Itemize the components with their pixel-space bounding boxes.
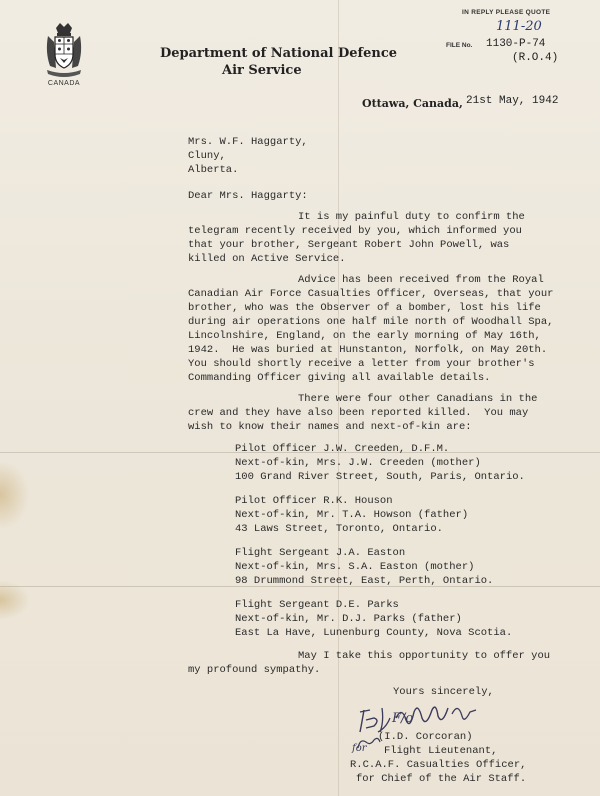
department-heading: Department of National Defence	[160, 46, 398, 61]
salutation: Dear Mrs. Haggarty:	[188, 190, 308, 202]
file-number-label: FILE No.	[446, 42, 473, 49]
file-number-value: 1130-P-74	[486, 38, 546, 50]
handwritten-rank: F/o	[392, 711, 414, 726]
body-line: Lincolnshire, England, on the early morning of May 16th,	[188, 330, 541, 342]
signatory-rank: Flight Lieutenant,	[384, 745, 498, 757]
signatory-for: for Chief of the Air Staff.	[356, 773, 527, 785]
body-line: telegram recently received by you, which informed you	[188, 225, 522, 237]
body-line: killed on Active Service.	[188, 253, 346, 265]
paper-stain	[0, 580, 30, 620]
handwritten-initial: for	[352, 743, 367, 754]
crew-member-address: East La Have, Lunenburg County, Nova Scotia.	[235, 627, 513, 639]
body-line: during air operations one half mile north of Woodhall Spa,	[188, 316, 554, 328]
body-line: my profound sympathy.	[188, 664, 321, 676]
crew-member-kin: Next-of-kin, Mr. D.J. Parks (father)	[235, 613, 462, 625]
crew-member-name: Flight Sergeant J.A. Easton	[235, 547, 406, 559]
body-line: Canadian Air Force Casualties Officer, Overseas, that your	[188, 288, 554, 300]
signatory-name: (I.D. Corcoran)	[378, 731, 473, 743]
body-line: You should shortly receive a letter from your brother's	[188, 358, 535, 370]
crew-member-name: Pilot Officer R.K. Houson	[235, 495, 393, 507]
service-heading: Air Service	[222, 63, 302, 78]
body-line: Advice has been received from the Royal	[298, 274, 544, 286]
body-line: May I take this opportunity to offer you	[298, 650, 551, 662]
letter-place: Ottawa, Canada,	[362, 97, 463, 110]
crew-member-kin: Next-of-kin, Mr. T.A. Howson (father)	[235, 509, 469, 521]
body-line: It is my painful duty to confirm the	[298, 211, 525, 223]
recipient-province: Alberta.	[188, 164, 239, 176]
coat-of-arms-icon	[44, 22, 84, 80]
letter-date: 21st May, 1942	[466, 95, 559, 107]
crest-country-label: CANADA	[47, 80, 81, 87]
crew-member-kin: Next-of-kin, Mrs. J.W. Creeden (mother)	[235, 457, 481, 469]
crew-member-name: Pilot Officer J.W. Creeden, D.F.M.	[235, 443, 450, 455]
body-line: wish to know their names and next-of-kin are:	[188, 421, 472, 433]
recipient-name: Mrs. W.F. Haggarty,	[188, 136, 308, 148]
paper-stain	[0, 460, 30, 530]
file-code: (R.O.4)	[512, 52, 559, 64]
recipient-town: Cluny,	[188, 150, 226, 162]
crew-member-name: Flight Sergeant D.E. Parks	[235, 599, 399, 611]
body-line: Commanding Officer giving all available details.	[188, 372, 491, 384]
body-line: that your brother, Sergeant Robert John Powell, was	[188, 239, 510, 251]
crew-member-address: 43 Laws Street, Toronto, Ontario.	[235, 523, 443, 535]
body-line: 1942. He was buried at Hunstanton, Norfolk, on May 20th.	[188, 344, 548, 356]
body-line: There were four other Canadians in the	[298, 393, 538, 405]
crew-member-address: 100 Grand River Street, South, Paris, Ontario.	[235, 471, 525, 483]
reply-quote-value: 111-20	[496, 19, 542, 34]
closing: Yours sincerely,	[393, 686, 494, 698]
crew-member-kin: Next-of-kin, Mrs. S.A. Easton (mother)	[235, 561, 475, 573]
body-line: brother, who was the Observer of a bomber, lost his life	[188, 302, 541, 314]
crew-member-address: 98 Drummond Street, East, Perth, Ontario.	[235, 575, 494, 587]
signatory-title: R.C.A.F. Casualties Officer,	[350, 759, 527, 771]
reply-quote-label: IN REPLY PLEASE QUOTE	[462, 9, 551, 16]
body-line: crew and they have also been reported killed. You may	[188, 407, 529, 419]
